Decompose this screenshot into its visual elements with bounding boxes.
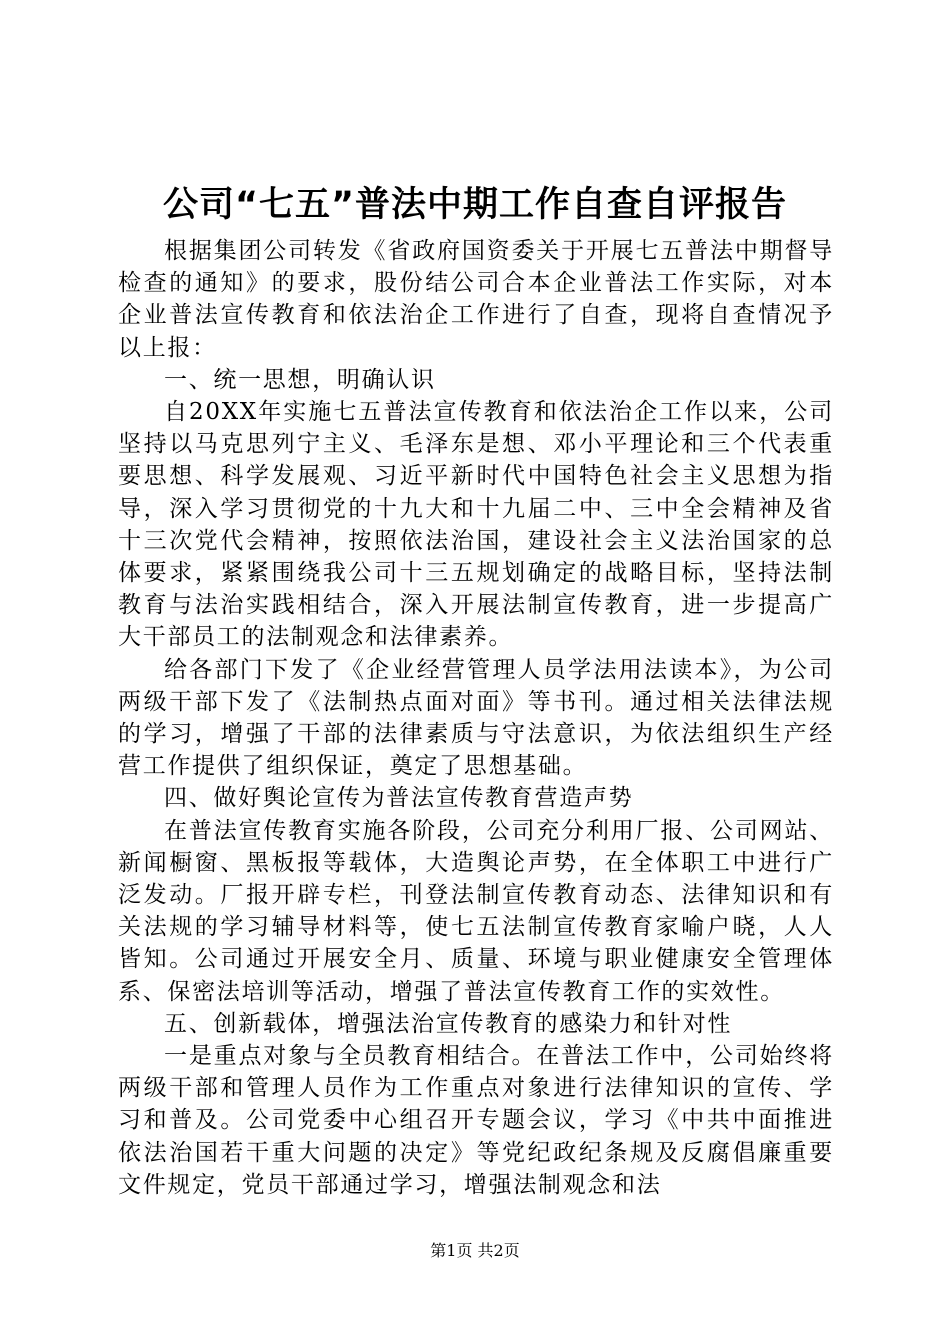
intro-paragraph: 根据集团公司转发《省政府国资委关于开展七五普法中期督导检查的通知》的要求，股份结公司合本企业普法工作实际，对本企业普法宣传教育和依法治企工作进行了自查，现将自查情况予以上报：	[118, 238, 834, 361]
section-heading-4: 四、做好舆论宣传为普法宣传教育营造声势	[164, 785, 634, 812]
body-paragraph: 给各部门下发了《企业经营管理人员学法用法读本》，为公司两级干部下发了《法制热点面对面》等书刊。通过相关法律法规的学习，增强了干部的法律素质与守法意识，为依法组织生产经营工作提供了组织保证，奠定了思想基础。	[118, 656, 834, 780]
document-body	[118, 235, 834, 1201]
body-paragraph: 一是重点对象与全员教育相结合。在普法工作中，公司始终将两级干部和管理人员作为工作重点对象进行法律知识的宣传、学习和普及。公司党委中心组召开专题会议，学习《中共中面推进依法治国若干重大问题的决定》等党纪政纪条规及反腐倡廉重要文件规定，党员干部通过学习，增强法制观念和法	[118, 1043, 834, 1198]
document-title: 公司“七五”普法中期工作自查自评报告	[162, 185, 787, 225]
page-footer: 第1页 共2页	[430, 1241, 520, 1260]
section-heading-5: 五、创新载体，增强法治宣传教育的感染力和针对性	[164, 1010, 733, 1037]
body-paragraph: 在普法宣传教育实施各阶段，公司充分利用厂报、公司网站、新闻橱窗、黑板报等载体，大造舆论声势，在全体职工中进行广泛发动。厂报开辟专栏，刊登法制宣传教育动态、法律知识和有关法规的学习辅导材料等，使七五法制宣传教育家喻户晓，人人皆知。公司通过开展安全月、质量、环境与职业健康安全管理体系、保密法培训等活动，增强了普法宣传教育工作的实效性。	[118, 817, 834, 1005]
section-heading-1: 一、统一思想，明确认识	[164, 366, 436, 393]
body-paragraph: 自20XX年实施七五普法宣传教育和依法治企工作以来，公司坚持以马克思列宁主义、毛泽东是想、邓小平理论和三个代表重要思想、科学发展观、习近平新时代中国特色社会主义思想为指导，深入学习贯彻党的十九大和十九届二中、三中全会精神及省十三次党代会精神，按照依法治国，建设社会主义法治国家的总体要求，紧紧围绕我公司十三五规划确定的战略目标，坚持法制教育与法治实践相结合，深入开展法制宣传教育，进一步提高广大干部员工的法制观念和法律素养。	[118, 399, 834, 651]
